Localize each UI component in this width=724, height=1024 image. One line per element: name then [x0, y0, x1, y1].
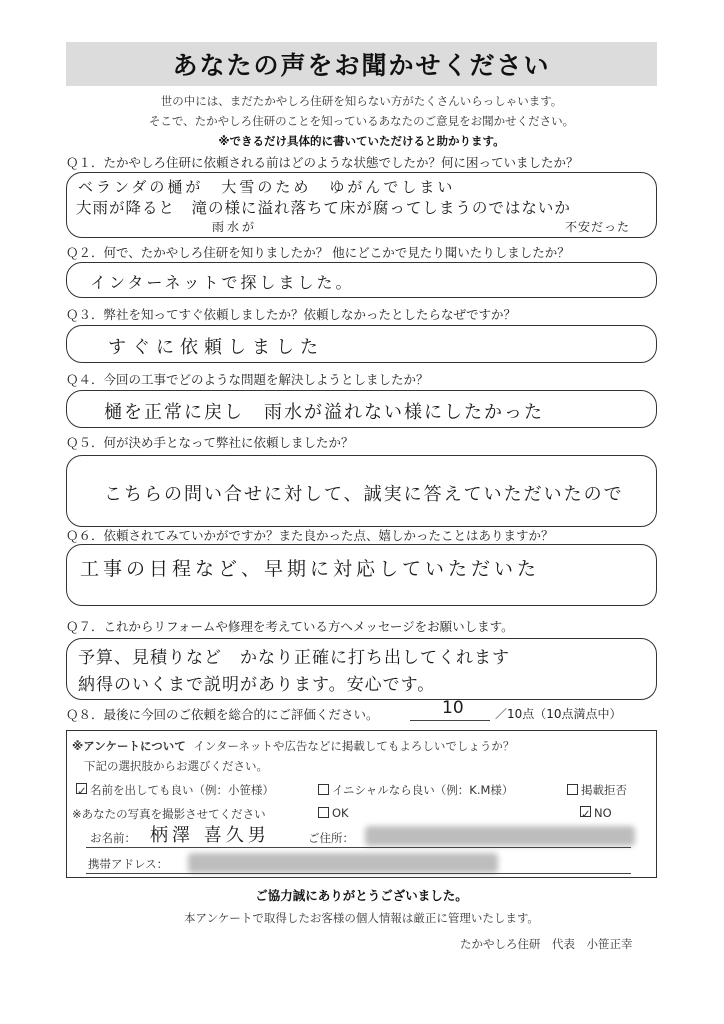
option-name-ok-label: 名前を出しても良い（例：小笹様） — [90, 783, 274, 797]
name-value: 柄澤 喜久男 — [150, 825, 270, 846]
photo-ok-label: OK — [332, 806, 349, 820]
question-8: Ｑ８．最後に今回のご依頼を総合的にご評価ください。 — [66, 707, 379, 722]
checkbox-icon[interactable] — [318, 784, 329, 795]
privacy-text: 本アンケートで取得したお客様の個人情報は厳正に管理いたします。 — [184, 911, 539, 925]
name-underline — [86, 847, 631, 848]
option-initials[interactable] — [318, 782, 513, 798]
page-title: あなたの声をお聞かせください — [172, 51, 551, 80]
answer-1-note-2: 不安だった — [565, 220, 631, 234]
question-6: Ｑ６．依頼されてみていかがですか？また良かった点、嬉しかったことはありますか？ — [66, 528, 554, 543]
score-suffix: ／10点（10点満点中） — [495, 707, 622, 721]
address-label: ご住所： — [308, 831, 354, 845]
score-underline — [410, 720, 490, 721]
mobile-underline — [86, 873, 631, 874]
option-refuse-label: 掲載拒否 — [581, 783, 627, 797]
address-redacted — [365, 826, 635, 846]
name-label: お名前： — [90, 831, 136, 845]
answer-6: 工事の日程など、早期に対応していただいた — [80, 558, 541, 580]
option-refuse[interactable] — [567, 782, 627, 798]
survey-heading-rest: インターネットや広告などに掲載してもよろしいでしょうか？ — [193, 739, 515, 753]
answer-1-note-1: 雨水が — [212, 220, 258, 234]
checkbox-checked-icon[interactable]: ✓ — [581, 807, 591, 821]
option-name-ok[interactable] — [76, 782, 274, 798]
answer-7-line-1: 予算、見積りなど かなり正確に打ち出してくれます — [78, 648, 510, 668]
question-2: Ｑ２．何で、たかやしろ住研を知りましたか？ 他にどこかで見たり聞いたりしましたか？ — [66, 245, 570, 260]
question-5: Ｑ５．何が決め手となって弊社に依頼しましたか？ — [66, 435, 354, 450]
mobile-label: 携帯アドレス： — [88, 857, 169, 871]
question-4: Ｑ４．今回の工事でどのような問題を解決しようとしましたか？ — [66, 372, 429, 387]
checkbox-checked-icon[interactable]: ✓ — [77, 784, 87, 798]
signature: たかやしろ住研 代表 小笹正幸 — [460, 937, 633, 951]
survey-instruction: 下記の選択肢からお選びください。 — [84, 759, 268, 773]
score-value: 10 — [442, 698, 464, 718]
answer-4: 樋を正常に戻し 雨水が溢れない様にしたかった — [104, 402, 544, 423]
answer-5: こちらの問い合せに対して、誠実に答えていただいたので — [104, 484, 624, 505]
mobile-redacted — [188, 853, 498, 873]
intro-line-2: そこで、たかやしろ住研のことを知っているあなたのご意見をお聞かせください。 — [148, 114, 575, 128]
answer-2: インターネットで探しました。 — [90, 273, 355, 292]
answer-1-line-2: 大雨が降ると 滝の様に溢れ落ちて床が腐ってしまうのではないか — [76, 199, 571, 217]
title-banner — [66, 42, 657, 86]
checkbox-icon[interactable] — [567, 784, 578, 795]
answer-1-line-1: ベランダの樋が 大雪のため ゆがんでしまい — [78, 178, 456, 196]
survey-heading-row — [72, 738, 514, 754]
question-7: Ｑ７．これからリフォームや修理を考えている方へメッセージをお願いします。 — [66, 619, 514, 634]
survey-heading: ※アンケートについて — [72, 739, 186, 753]
option-initials-label: イニシャルなら良い（例：K.M様） — [332, 783, 514, 797]
photo-question: ※あなたの写真を撮影させてください — [72, 807, 266, 821]
photo-no[interactable] — [580, 806, 612, 820]
intro-note: ※できるだけ具体的に書いていただけると助かります。 — [218, 134, 505, 148]
answer-3: すぐに依頼しました — [108, 337, 324, 358]
photo-ok[interactable] — [318, 806, 349, 820]
answer-7-line-2: 納得のいくまで説明があります。安心です。 — [78, 675, 436, 695]
intro-line-1: 世の中には、まだたかやしろ住研を知らない方がたくさんいらっしゃいます。 — [160, 94, 563, 108]
question-3: Ｑ３．弊社を知ってすぐ依頼しましたか？依頼しなかったとしたらなぜですか？ — [66, 307, 517, 322]
thanks-text: ご協力誠にありがとうございました。 — [255, 888, 468, 903]
question-1: Ｑ１．たかやしろ住研に依頼される前はどのような状態でしたか？何に困っていましたか？ — [66, 155, 579, 170]
photo-no-label: NO — [594, 806, 612, 820]
checkbox-icon[interactable] — [318, 807, 329, 818]
